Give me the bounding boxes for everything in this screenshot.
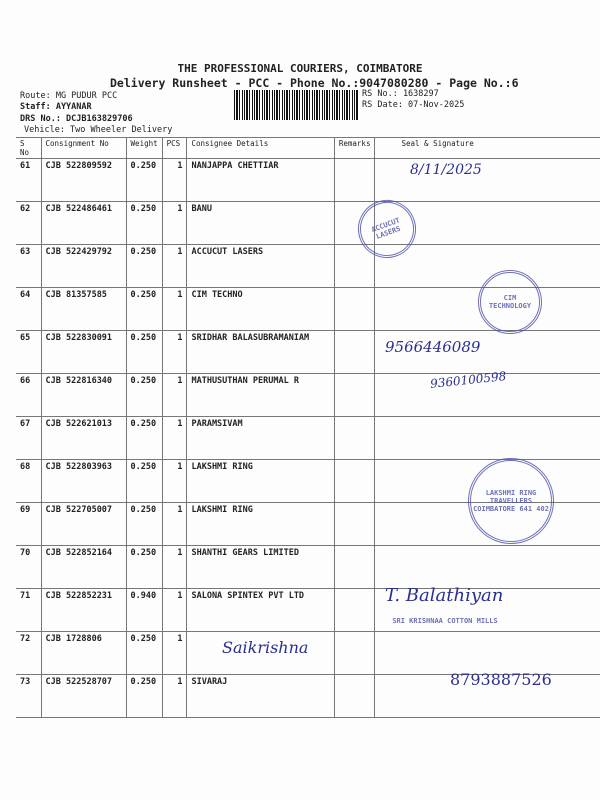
consignee-cell: SALONA SPINTEX PVT LTD: [187, 589, 334, 632]
consignee-cell: SIVARAJ: [187, 675, 334, 718]
pcs-cell: 1: [162, 202, 187, 245]
sno-cell: 73: [16, 675, 41, 718]
stamp-accucut: ACCUCUT LASERS: [350, 192, 424, 266]
remarks-cell: [334, 589, 375, 632]
weight-cell: 0.250: [126, 460, 162, 503]
consignment-cell: CJB 522621013: [41, 417, 126, 460]
consignee-cell: BANU: [187, 202, 334, 245]
remarks-cell: [334, 503, 375, 546]
signature-phone-73: 8793887526: [450, 670, 552, 689]
pcs-cell: 1: [162, 546, 187, 589]
signature-71: T. Balathiyan: [385, 585, 504, 606]
table-row: [16, 202, 600, 245]
consignee-cell: MATHUSUTHAN PERUMAL R: [187, 374, 334, 417]
consignment-cell: CJB 522486461: [41, 202, 126, 245]
weight-cell: 0.250: [126, 288, 162, 331]
sno-cell: 64: [16, 288, 41, 331]
table-row: [16, 331, 600, 374]
pcs-cell: 1: [162, 632, 187, 675]
rs-number: RS No.: 1638297: [362, 89, 439, 99]
col-seal: Seal & Signature: [375, 138, 600, 159]
remarks-cell: [334, 417, 375, 460]
col-consignment: Consignment No: [41, 138, 126, 159]
stamp-cim-techno: CIM TECHNOLOGY: [478, 270, 542, 334]
route: Route: MG PUDUR PCC: [20, 91, 118, 101]
pcs-cell: 1: [162, 503, 187, 546]
sno-cell: 62: [16, 202, 41, 245]
seal-cell: [375, 632, 600, 675]
drs-number: DRS No.: DCJB163829706: [20, 114, 133, 124]
pcs-cell: 1: [162, 245, 187, 288]
sno-cell: 72: [16, 632, 41, 675]
table-row: [16, 546, 600, 589]
pcs-cell: 1: [162, 460, 187, 503]
consignment-cell: CJB 522830091: [41, 331, 126, 374]
weight-cell: 0.940: [126, 589, 162, 632]
runsheet-subtitle: Delivery Runsheet - PCC - Phone No.:9047080280 - Page No.:6: [110, 76, 519, 90]
col-remarks: Remarks: [334, 138, 375, 159]
sno-cell: 66: [16, 374, 41, 417]
weight-cell: 0.250: [126, 245, 162, 288]
remarks-cell: [334, 374, 375, 417]
sno-cell: 69: [16, 503, 41, 546]
consignee-cell: CIM TECHNO: [187, 288, 334, 331]
consignment-cell: CJB 522852231: [41, 589, 126, 632]
consignee-cell: SHANTHI GEARS LIMITED: [187, 546, 334, 589]
consignment-cell: CJB 522852164: [41, 546, 126, 589]
weight-cell: 0.250: [126, 632, 162, 675]
weight-cell: 0.250: [126, 331, 162, 374]
col-weight: Weight: [126, 138, 162, 159]
sno-cell: 63: [16, 245, 41, 288]
col-consignee: Consignee Details: [187, 138, 334, 159]
pcs-cell: 1: [162, 675, 187, 718]
weight-cell: 0.250: [126, 202, 162, 245]
pcs-cell: 1: [162, 159, 187, 202]
remarks-cell: [334, 288, 375, 331]
sno-cell: 70: [16, 546, 41, 589]
remarks-cell: [334, 675, 375, 718]
pcs-cell: 1: [162, 374, 187, 417]
remarks-cell: [334, 331, 375, 374]
sno-cell: 71: [16, 589, 41, 632]
table-row: [16, 374, 600, 417]
weight-cell: 0.250: [126, 546, 162, 589]
seal-cell: [375, 546, 600, 589]
weight-cell: 0.250: [126, 417, 162, 460]
consignment-cell: CJB 81357585: [41, 288, 126, 331]
consignee-cell: ACCUCUT LASERS: [187, 245, 334, 288]
signature-phone-66: 9360100598: [429, 369, 507, 391]
sno-cell: 67: [16, 417, 41, 460]
consignee-cell: NANJAPPA CHETTIAR: [187, 159, 334, 202]
consignment-cell: CJB 522816340: [41, 374, 126, 417]
sno-cell: 61: [16, 159, 41, 202]
consignee-cell: LAKSHMI RING: [187, 460, 334, 503]
consignment-cell: CJB 1728806: [41, 632, 126, 675]
barcode: [234, 90, 358, 120]
col-pcs: PCS: [162, 138, 187, 159]
rs-date: RS Date: 07-Nov-2025: [362, 100, 465, 110]
seal-cell: [375, 417, 600, 460]
pcs-cell: 1: [162, 417, 187, 460]
pcs-cell: 1: [162, 288, 187, 331]
weight-cell: 0.250: [126, 503, 162, 546]
remarks-cell: [334, 632, 375, 675]
weight-cell: 0.250: [126, 159, 162, 202]
consignee-cell: LAKSHMI RING: [187, 503, 334, 546]
remarks-cell: [334, 460, 375, 503]
weight-cell: 0.250: [126, 675, 162, 718]
consignment-cell: CJB 522705007: [41, 503, 126, 546]
signature-date: 8/11/2025: [410, 162, 482, 178]
consignment-cell: CJB 522429792: [41, 245, 126, 288]
consignee-cell: PARAMSIVAM: [187, 417, 334, 460]
sno-cell: 65: [16, 331, 41, 374]
weight-cell: 0.250: [126, 374, 162, 417]
consignee-cell: SRIDHAR BALASUBRAMANIAM: [187, 331, 334, 374]
col-sno: S No: [16, 138, 41, 159]
sno-cell: 68: [16, 460, 41, 503]
consignment-cell: CJB 522809592: [41, 159, 126, 202]
table-row: [16, 417, 600, 460]
stamp-lakshmi-ring: LAKSHMI RING TRAVELLERS COIMBATORE 641 402: [468, 458, 554, 544]
staff: Staff: AYYANAR: [20, 102, 92, 112]
vehicle: Vehicle: Two Wheeler Delivery: [24, 125, 173, 135]
signature-saikrishna: Saikrishna: [222, 638, 309, 657]
company-title: THE PROFESSIONAL COURIERS, COIMBATORE: [177, 62, 423, 75]
stamp-sri-krishnaa: SRI KRISHNAA COTTON MILLS: [392, 617, 498, 625]
consignment-cell: CJB 522528707: [41, 675, 126, 718]
pcs-cell: 1: [162, 589, 187, 632]
seal-cell: [375, 159, 600, 202]
signature-phone-65: 9566446089: [385, 338, 481, 356]
remarks-cell: [334, 159, 375, 202]
table-row: [16, 159, 600, 202]
consignment-cell: CJB 522803963: [41, 460, 126, 503]
pcs-cell: 1: [162, 331, 187, 374]
remarks-cell: [334, 546, 375, 589]
